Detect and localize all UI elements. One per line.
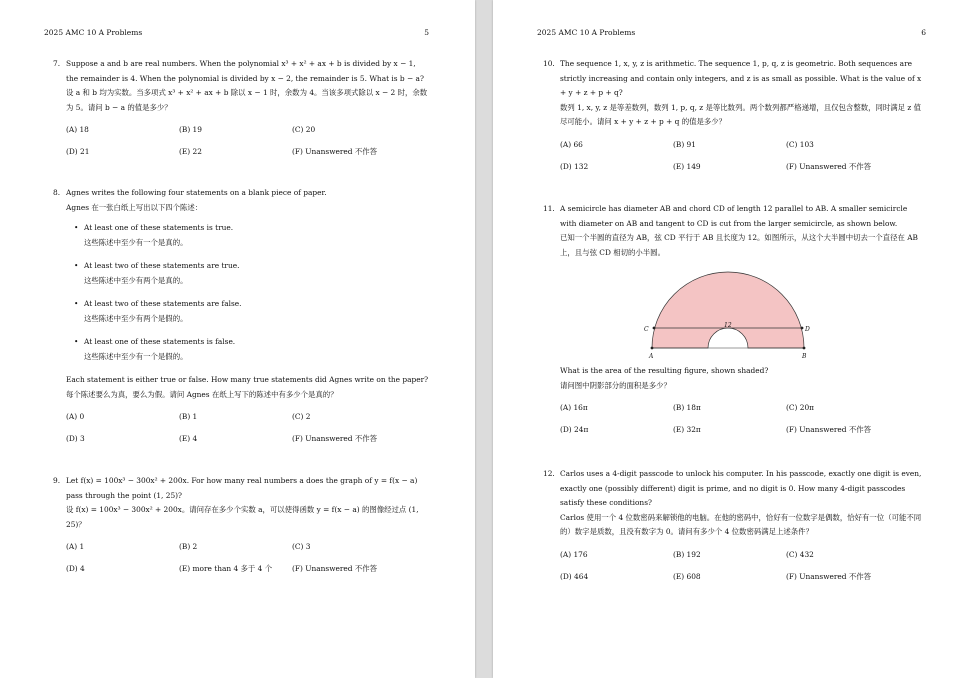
problem-text-cn: 已知一个半圆的直径为 AB，弦 CD 平行于 AB 且长度为 12。如图所示，从这个大半圆中切去一个直径在 AB 上，且与弦 CD 相切的小半圆。 bbox=[560, 233, 918, 257]
list-item bbox=[84, 259, 430, 288]
answer-choices bbox=[66, 540, 430, 584]
problem-number: 11. bbox=[543, 204, 555, 213]
left-page bbox=[0, 0, 475, 678]
choice-e: (E) 608 bbox=[673, 571, 701, 581]
choice-d: (D) 4 bbox=[66, 564, 85, 573]
choice-e: (E) 22 bbox=[179, 147, 202, 156]
choice-c: (C) 20π bbox=[786, 403, 815, 412]
choice-e: (E) 149 bbox=[673, 161, 701, 171]
point-b-dot bbox=[803, 347, 806, 350]
choice-f: (F) Unanswered 不作答 bbox=[786, 571, 872, 581]
problem-number: 8. bbox=[53, 188, 61, 197]
answer-choices bbox=[560, 138, 922, 182]
point-c-dot bbox=[653, 327, 656, 330]
choice-b: (B) 2 bbox=[179, 542, 198, 551]
choice-a: (A) 0 bbox=[66, 412, 85, 421]
problem-8 bbox=[53, 186, 430, 454]
statement-cn: 这些陈述中至少有两个是真的。 bbox=[84, 275, 188, 285]
answer-choices bbox=[66, 410, 430, 454]
choice-d: (D) 21 bbox=[66, 147, 90, 156]
choice-f: (F) Unanswered 不作答 bbox=[786, 161, 872, 171]
choice-d: (D) 464 bbox=[560, 571, 589, 581]
choice-c: (C) 3 bbox=[292, 542, 311, 551]
choice-e: (E) 4 bbox=[179, 434, 198, 443]
list-item bbox=[84, 221, 430, 250]
problem-text-cn: 设 a 和 b 均为实数。当多项式 x³ + x² + ax + b 除以 x − 1 时，余数为 4。当该多项式除以 x − 2 时，余数为 5。请问 b − a 的值是多少？ bbox=[66, 88, 428, 112]
point-c-label: C bbox=[644, 326, 649, 333]
point-d-dot bbox=[801, 327, 804, 330]
page-number: 5 bbox=[424, 28, 429, 37]
problem-text: A semicircle has diameter AB and chord CD of length 12 parallel to AB. A smaller semicircle with diameter on AB and tangent to CD is cut from the larger semicircle, as shown below. bbox=[560, 204, 908, 228]
problem-text: The sequence 1, x, y, z is arithmetic. The sequence 1, p, q, z is geometric. Both sequences are strictly increasing and contain only integers, and z is as small as possible. What is the value of x + y + z + p + q? bbox=[560, 59, 922, 97]
choice-f: (F) Unanswered 不作答 bbox=[292, 147, 378, 156]
right-page bbox=[493, 0, 966, 678]
problem-10 bbox=[543, 57, 922, 182]
list-item bbox=[84, 335, 430, 364]
point-d-label: D bbox=[805, 326, 810, 333]
problem-question-cn: 每个陈述要么为真，要么为假。请问 Agnes 在纸上写下的陈述中有多少个是真的？ bbox=[66, 389, 338, 399]
statement-en: • At least two of these statements are true. bbox=[84, 261, 240, 270]
statement-en: • At least one of these statements is true. bbox=[84, 223, 234, 232]
point-a-dot bbox=[651, 347, 654, 350]
choice-c: (C) 2 bbox=[292, 412, 311, 421]
page-header-title: 2025 AMC 10 A Problems bbox=[44, 28, 143, 37]
problem-text: Let f(x) = 100x³ − 300x² + 200x. For how many real numbers a does the graph of y = f(x − a) pass through the point (1, 25)? bbox=[66, 476, 418, 500]
problem-12 bbox=[543, 467, 922, 592]
problem-question: Each statement is either true or false. How many true statements did Agnes write on the paper? bbox=[66, 375, 429, 384]
problem-7 bbox=[53, 57, 430, 167]
choice-a: (A) 66 bbox=[560, 139, 583, 149]
statement-list bbox=[66, 221, 430, 364]
page-number: 6 bbox=[921, 28, 926, 37]
problem-text-cn: 设 f(x) = 100x³ − 300x² + 200x。请问存在多少个实数 a，可以使得函数 y = f(x − a) 的图像经过点 (1, 25)？ bbox=[66, 505, 419, 529]
choice-b: (B) 192 bbox=[673, 549, 701, 559]
problem-11 bbox=[543, 202, 922, 445]
choice-f: (F) Unanswered 不作答 bbox=[786, 425, 872, 434]
answer-choices bbox=[66, 123, 430, 167]
problem-number: 9. bbox=[53, 476, 61, 485]
semicircle-diagram bbox=[648, 268, 808, 356]
choice-b: (B) 91 bbox=[673, 139, 696, 149]
semicircle-figure bbox=[644, 268, 810, 364]
choice-e: (E) more than 4 多于 4 个 bbox=[179, 564, 273, 573]
point-a-label: A bbox=[649, 353, 654, 360]
problem-text-cn: 数列 1, x, y, z 是等差数列，数列 1, p, q, z 是等比数列。两个数列都严格递增，且仅包含整数，同时满足 z 值尽可能小。请问 x + y + z + p + q 的值是多少？ bbox=[560, 102, 922, 126]
choice-d: (D) 132 bbox=[560, 161, 589, 171]
problem-text-cn: Carlos 使用一个 4 位数密码来解锁他的电脑。在他的密码中，恰好有一位数字是偶数，恰好有一位（可能不同的）数字是质数，且没有数字为 0。请问有多少个 4 位数密码满足上述条件？ bbox=[560, 512, 922, 536]
choice-a: (A) 1 bbox=[66, 542, 85, 551]
choice-b: (B) 19 bbox=[179, 125, 202, 134]
choice-b: (B) 18π bbox=[673, 403, 701, 412]
choice-f: (F) Unanswered 不作答 bbox=[292, 434, 378, 443]
list-item bbox=[84, 297, 430, 326]
point-b-label: B bbox=[802, 353, 807, 360]
statement-cn: 这些陈述中至少有一个是假的。 bbox=[84, 351, 188, 361]
page-header-title: 2025 AMC 10 A Problems bbox=[537, 28, 636, 37]
problem-number: 12. bbox=[543, 469, 555, 478]
choice-c: (C) 432 bbox=[786, 549, 814, 559]
problem-number: 7. bbox=[53, 59, 61, 68]
statement-en: • At least two of these statements are false. bbox=[84, 299, 242, 308]
problem-9 bbox=[53, 474, 430, 584]
statement-cn: 这些陈述中至少有一个是真的。 bbox=[84, 237, 188, 247]
shaded-region bbox=[652, 272, 804, 348]
chord-length-label: 12 bbox=[724, 322, 732, 329]
choice-a: (A) 176 bbox=[560, 549, 588, 559]
problem-text: Carlos uses a 4-digit passcode to unlock his computer. In his passcode, exactly one digit is even, exactly one (possibly different) digit is prime, and no digit is 0. How many 4-digit passcodes satisfy these conditions? bbox=[560, 469, 922, 507]
problem-question: What is the area of the resulting figure, shown shaded? bbox=[560, 366, 769, 375]
statement-en: • At least one of these statements is false. bbox=[84, 337, 236, 346]
problem-question-cn: 请问图中阴影部分的面积是多少？ bbox=[560, 380, 671, 390]
problem-text-cn: Agnes 在一张白纸上写出以下四个陈述： bbox=[66, 202, 203, 212]
choice-d: (D) 3 bbox=[66, 434, 85, 443]
choice-d: (D) 24π bbox=[560, 425, 589, 434]
statement-cn: 这些陈述中至少有两个是假的。 bbox=[84, 313, 188, 323]
choice-b: (B) 1 bbox=[179, 412, 198, 421]
problem-text: Agnes writes the following four statements on a blank piece of paper. bbox=[66, 188, 327, 197]
problem-text: Suppose a and b are real numbers. When the polynomial x³ + x² + ax + b is divided by x − 1, the remainder is 4. When the polynomial is divided by x − 2, the remainder is 5. What is b − a? bbox=[66, 59, 424, 83]
choice-e: (E) 32π bbox=[673, 425, 701, 434]
answer-choices bbox=[560, 548, 922, 592]
choice-a: (A) 18 bbox=[66, 125, 89, 134]
choice-c: (C) 20 bbox=[292, 125, 316, 134]
answer-choices bbox=[560, 401, 922, 445]
problem-number: 10. bbox=[543, 59, 555, 68]
choice-f: (F) Unanswered 不作答 bbox=[292, 564, 378, 573]
choice-c: (C) 103 bbox=[786, 139, 814, 149]
choice-a: (A) 16π bbox=[560, 403, 588, 412]
